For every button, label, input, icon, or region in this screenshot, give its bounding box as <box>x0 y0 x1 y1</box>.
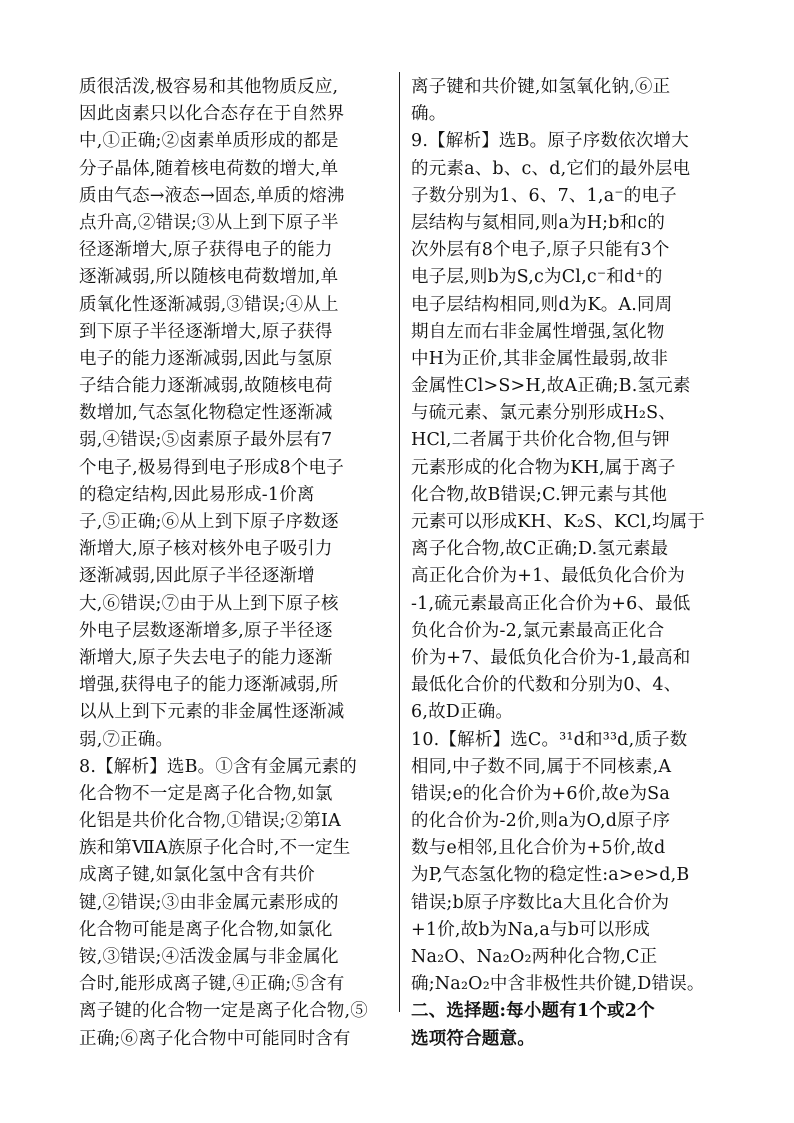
text-line: 6,故D正确。 <box>411 702 514 723</box>
text-line: 电子的能力逐渐减弱,因此与氢原 <box>79 348 333 369</box>
text-line: 错误;b原子序数比a大且化合价为 <box>411 892 670 913</box>
text-line: 子数分别为1、6、7、1,a⁻的电子 <box>411 185 677 206</box>
text-line: 质氧化性逐渐减弱,③错误;④从上 <box>79 294 339 315</box>
text-line: 元素可以形成KH、K₂S、KCl,均属于 <box>411 512 706 532</box>
text-line: 的化合价为-2价,则a为O,d原子序 <box>411 811 671 832</box>
text-line: 合时,能形成离子键,④正确;⑤含有 <box>79 974 345 995</box>
text-line: 9.【解析】选B。原子序数依次增大 <box>411 131 689 152</box>
text-line: 渐增大,原子失去电子的能力逐渐 <box>79 647 333 668</box>
text-line: 确。 <box>411 104 447 125</box>
text-line: 渐增大,原子核对核外电子吸引力 <box>79 539 333 560</box>
text-line: 径逐渐增大,原子获得电子的能力 <box>79 240 333 261</box>
text-line: 化合物可能是离子化合物,如氯化 <box>79 919 333 940</box>
text-line: 中H为正价,其非金属性最弱,故非 <box>411 348 669 369</box>
text-line: 错误;e的化合价为+6价,故e为Sa <box>411 783 670 804</box>
text-line: 质由气态→液态→固态,单质的熔沸 <box>79 185 345 206</box>
text-line: 高正化合价为+1、最低负化合价为 <box>411 566 685 587</box>
text-line: 化合物,故B错误;C.钾元素与其他 <box>411 484 668 505</box>
text-line: -1,硫元素最高正化合价为+6、最低 <box>411 593 691 614</box>
text-line: 增强,获得电子的能力逐渐减弱,所 <box>79 675 339 696</box>
text-line: 大,⑥错误;⑦由于从上到下原子核 <box>79 593 339 614</box>
text-line: 成离子键,如氯化氢中含有共价 <box>79 865 315 886</box>
text-line: 数与e相邻,且化合价为+5价,故d <box>411 838 666 859</box>
text-line: 化铝是共价化合物,①错误;②第ⅠA <box>79 811 341 832</box>
text-line: 中,①正确;②卤素单质形成的都是 <box>79 131 339 152</box>
text-line: 正确;⑥离子化合物中可能同时含有 <box>79 1028 351 1049</box>
text-line: 电子层,则b为S,c为Cl,c⁻和d⁺的 <box>411 267 663 288</box>
text-line: 二、选择题:每小题有1个或2个 <box>411 1001 655 1022</box>
text-line: HCl,二者属于共价化合物,但与钾 <box>411 430 670 451</box>
text-line: 次外层有8个电子,原子只能有3个 <box>411 240 670 261</box>
text-line: Na₂O、Na₂O₂两种化合物,C正 <box>411 947 658 967</box>
text-line: 外电子层数逐渐增多,原子半径逐 <box>79 620 333 641</box>
column-divider <box>399 72 400 1012</box>
text-line: 逐渐减弱,因此原子半径逐渐增 <box>79 566 315 587</box>
text-line: 逐渐减弱,所以随核电荷数增加,单 <box>79 267 339 288</box>
text-line: 族和第ⅦA族原子化合时,不一定生 <box>79 838 351 859</box>
text-line: 10.【解析】选C。³¹d和³³d,质子数 <box>411 729 688 750</box>
text-line: 层结构与氦相同,则a为H;b和c的 <box>411 212 666 233</box>
left-column <box>79 74 387 1053</box>
text-line: 的稳定结构,因此易形成-1价离 <box>79 484 315 505</box>
text-line: 离子键的化合物一定是离子化合物,⑤ <box>79 1001 368 1022</box>
right-column <box>411 74 723 1053</box>
text-line: 弱,⑦正确。 <box>79 729 174 750</box>
text-line: 铵,③错误;④活泼金属与非金属化 <box>79 947 339 967</box>
text-line: 点升高,②错误;③从上到下原子半 <box>79 212 339 233</box>
text-line: 离子化合物,故C正确;D.氢元素最 <box>411 539 669 560</box>
text-line: 数增加,气态氢化物稳定性逐渐减 <box>79 403 333 424</box>
text-line: 为P,气态氢化物的稳定性:a>e>d,B <box>411 865 690 886</box>
text-line: 个电子,极易得到电子形成8个电子 <box>79 457 344 478</box>
text-line: 元素形成的化合物为KH,属于离子 <box>411 457 676 478</box>
text-line: 与硫元素、氯元素分别形成H₂S、 <box>411 403 676 424</box>
text-line: 质很活泼,极容易和其他物质反应, <box>79 77 339 97</box>
text-line: 相同,中子数不同,属于不同核素,A <box>411 756 672 777</box>
text-line: 以从上到下元素的非金属性逐渐减 <box>79 702 345 723</box>
text-line: 化合物不一定是离子化合物,如氯 <box>79 783 333 804</box>
text-line: 价为+7、最低负化合价为-1,最高和 <box>411 647 691 668</box>
text-line: 8.【解析】选B。①含有金属元素的 <box>79 756 357 777</box>
text-line: 负化合价为-2,氯元素最高正化合 <box>411 620 665 641</box>
text-line: 最低化合价的代数和分别为0、4、 <box>411 675 682 696</box>
text-line: 弱,④错误;⑤卤素原子最外层有7 <box>79 430 333 451</box>
text-line: +1价,故b为Na,a与b可以形成 <box>411 919 650 940</box>
text-line: 的元素a、b、c、d,它们的最外层电 <box>411 158 691 179</box>
text-line: 键,②错误;③由非金属元素形成的 <box>79 892 339 913</box>
text-line: 选项符合题意。 <box>411 1028 535 1049</box>
text-line: 确;Na₂O₂中含非极性共价键,D错误。 <box>411 974 705 995</box>
text-line: 因此卤素只以化合态存在于自然界 <box>79 104 345 125</box>
text-line: 金属性Cl>S>H,故A正确;B.氢元素 <box>411 376 691 397</box>
text-line: 子,⑤正确;⑥从上到下原子序数逐 <box>79 512 339 532</box>
text-line: 到下原子半径逐渐增大,原子获得 <box>79 321 333 342</box>
text-line: 分子晶体,随着核电荷数的增大,单 <box>79 158 339 179</box>
text-line: 电子层结构相同,则d为K。A.同周 <box>411 294 673 315</box>
text-line: 子结合能力逐渐减弱,故随核电荷 <box>79 376 333 397</box>
text-line: 期自左而右非金属性增强,氢化物 <box>411 321 665 342</box>
text-line: 离子键和共价键,如氢氧化钠,⑥正 <box>411 77 671 97</box>
